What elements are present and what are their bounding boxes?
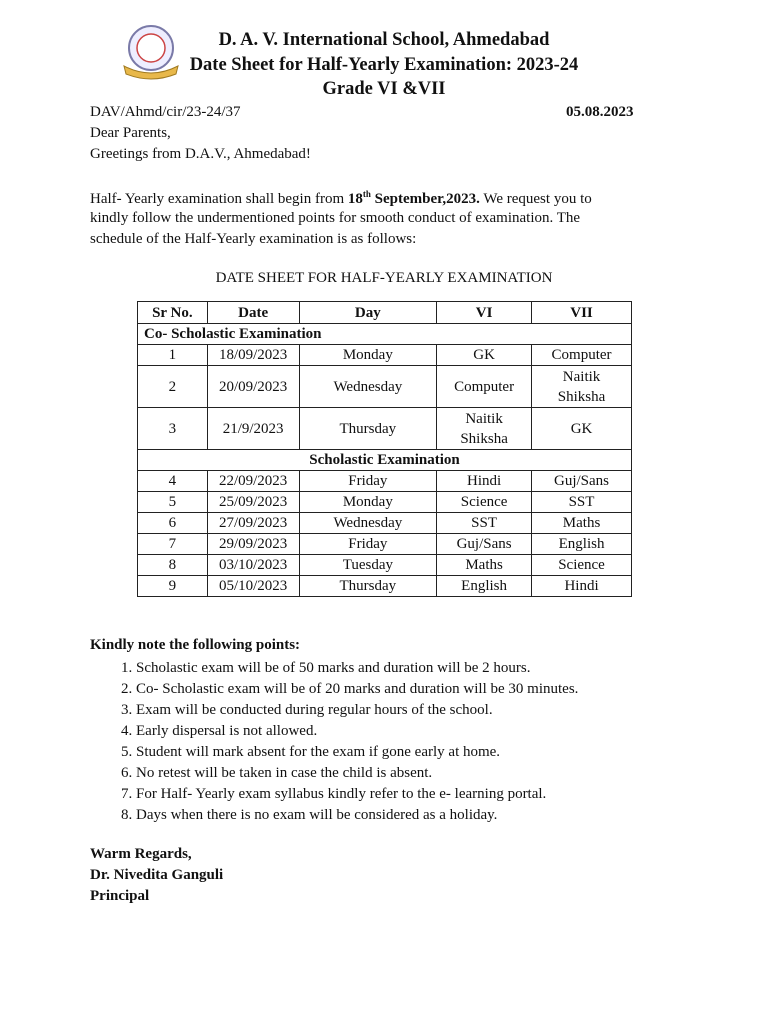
cell-vi-subject: Maths bbox=[437, 555, 532, 576]
notes-list bbox=[110, 658, 578, 826]
cell-vii-subject: Naitik Shiksha bbox=[532, 366, 632, 408]
cell-sr-no: 2 bbox=[138, 366, 208, 408]
cell-vii-subject: Maths bbox=[532, 513, 632, 534]
header-date: Date bbox=[207, 302, 299, 324]
cell-vii-subject: GK bbox=[532, 408, 632, 450]
table-title: DATE SHEET FOR HALF-YEARLY EXAMINATION bbox=[215, 270, 553, 286]
cell-vi-subject: Naitik Shiksha bbox=[437, 408, 532, 450]
cell-day: Friday bbox=[299, 471, 437, 492]
cell-sr-no: 7 bbox=[138, 534, 208, 555]
table-row bbox=[138, 471, 632, 492]
note-item: 1. Scholastic exam will be of 50 marks and duration will be 2 hours. bbox=[136, 658, 578, 679]
cell-day: Monday bbox=[299, 345, 437, 366]
cell-vi-subject: SST bbox=[437, 513, 532, 534]
school-name: D. A. V. International School, Ahmedabad bbox=[218, 30, 550, 50]
table-row bbox=[138, 555, 632, 576]
greeting: Greetings from D.A.V., Ahmedabad! bbox=[90, 146, 311, 162]
cell-vii-subject: Science bbox=[532, 555, 632, 576]
cell-vii-subject: SST bbox=[532, 492, 632, 513]
grade-heading: Grade VI &VII bbox=[322, 79, 446, 99]
note-item: 7. For Half- Yearly exam syllabus kindly refer to the e- learning portal. bbox=[136, 784, 578, 805]
circular-ref: DAV/Ahmd/cir/23-24/37 bbox=[90, 104, 241, 120]
note-item: 8. Days when there is no exam will be considered as a holiday. bbox=[136, 805, 578, 826]
table-row bbox=[138, 492, 632, 513]
cell-date: 03/10/2023 bbox=[207, 555, 299, 576]
cell-day: Tuesday bbox=[299, 555, 437, 576]
document-title: Date Sheet for Half-Yearly Examination: 2023-24 bbox=[189, 55, 579, 75]
cell-vii-subject: English bbox=[532, 534, 632, 555]
cell-sr-no: 5 bbox=[138, 492, 208, 513]
cell-vi-subject: GK bbox=[437, 345, 532, 366]
signoff-name: Dr. Nivedita Ganguli bbox=[90, 867, 224, 883]
cell-vi-subject: Computer bbox=[437, 366, 532, 408]
table-row bbox=[138, 576, 632, 597]
header-day: Day bbox=[299, 302, 437, 324]
cell-vi-subject: Guj/Sans bbox=[437, 534, 532, 555]
table-row bbox=[138, 408, 632, 450]
cell-day: Friday bbox=[299, 534, 437, 555]
cell-sr-no: 6 bbox=[138, 513, 208, 534]
cell-day: Wednesday bbox=[299, 366, 437, 408]
note-item: 5. Student will mark absent for the exam if gone early at home. bbox=[136, 742, 578, 763]
intro-line-2: kindly follow the undermentioned points for smooth conduct of examination. The bbox=[90, 210, 581, 226]
cell-sr-no: 1 bbox=[138, 345, 208, 366]
salutation: Dear Parents, bbox=[90, 125, 171, 141]
cell-day: Thursday bbox=[299, 408, 437, 450]
cell-vi-subject: English bbox=[437, 576, 532, 597]
header-vii: VII bbox=[532, 302, 632, 324]
note-item: 4. Early dispersal is not allowed. bbox=[136, 721, 578, 742]
cell-date: 05/10/2023 bbox=[207, 576, 299, 597]
table-row bbox=[138, 345, 632, 366]
header-vi: VI bbox=[437, 302, 532, 324]
circular-date: 05.08.2023 bbox=[566, 104, 634, 120]
cell-vii-subject: Guj/Sans bbox=[532, 471, 632, 492]
note-item: 2. Co- Scholastic exam will be of 20 marks and duration will be 30 minutes. bbox=[136, 679, 578, 700]
intro-line-3: schedule of the Half-Yearly examination is as follows: bbox=[90, 231, 417, 247]
note-item: 6. No retest will be taken in case the child is absent. bbox=[136, 763, 578, 784]
intro-line-1: Half- Yearly examination shall begin from 18th September,2023. We request you to bbox=[90, 189, 592, 207]
cell-sr-no: 8 bbox=[138, 555, 208, 576]
cell-vii-subject: Computer bbox=[532, 345, 632, 366]
cell-date: 21/9/2023 bbox=[207, 408, 299, 450]
signoff-regards: Warm Regards, bbox=[90, 846, 192, 862]
table-row bbox=[138, 366, 632, 408]
cell-date: 29/09/2023 bbox=[207, 534, 299, 555]
cell-date: 27/09/2023 bbox=[207, 513, 299, 534]
note-item: 3. Exam will be conducted during regular hours of the school. bbox=[136, 700, 578, 721]
cell-day: Wednesday bbox=[299, 513, 437, 534]
header-sr-no: Sr No. bbox=[138, 302, 208, 324]
section-co-scholastic: Co- Scholastic Examination bbox=[138, 324, 632, 345]
signoff-role: Principal bbox=[90, 888, 150, 904]
section-scholastic: Scholastic Examination bbox=[138, 450, 632, 471]
cell-vi-subject: Hindi bbox=[437, 471, 532, 492]
date-sheet-table bbox=[137, 301, 632, 597]
notes-heading: Kindly note the following points: bbox=[90, 637, 301, 653]
cell-date: 18/09/2023 bbox=[207, 345, 299, 366]
cell-sr-no: 9 bbox=[138, 576, 208, 597]
cell-date: 25/09/2023 bbox=[207, 492, 299, 513]
cell-sr-no: 3 bbox=[138, 408, 208, 450]
cell-vi-subject: Science bbox=[437, 492, 532, 513]
table-header-row bbox=[138, 302, 632, 324]
cell-date: 22/09/2023 bbox=[207, 471, 299, 492]
cell-date: 20/09/2023 bbox=[207, 366, 299, 408]
table-row bbox=[138, 534, 632, 555]
cell-sr-no: 4 bbox=[138, 471, 208, 492]
cell-vii-subject: Hindi bbox=[532, 576, 632, 597]
cell-day: Monday bbox=[299, 492, 437, 513]
table-row bbox=[138, 513, 632, 534]
cell-day: Thursday bbox=[299, 576, 437, 597]
